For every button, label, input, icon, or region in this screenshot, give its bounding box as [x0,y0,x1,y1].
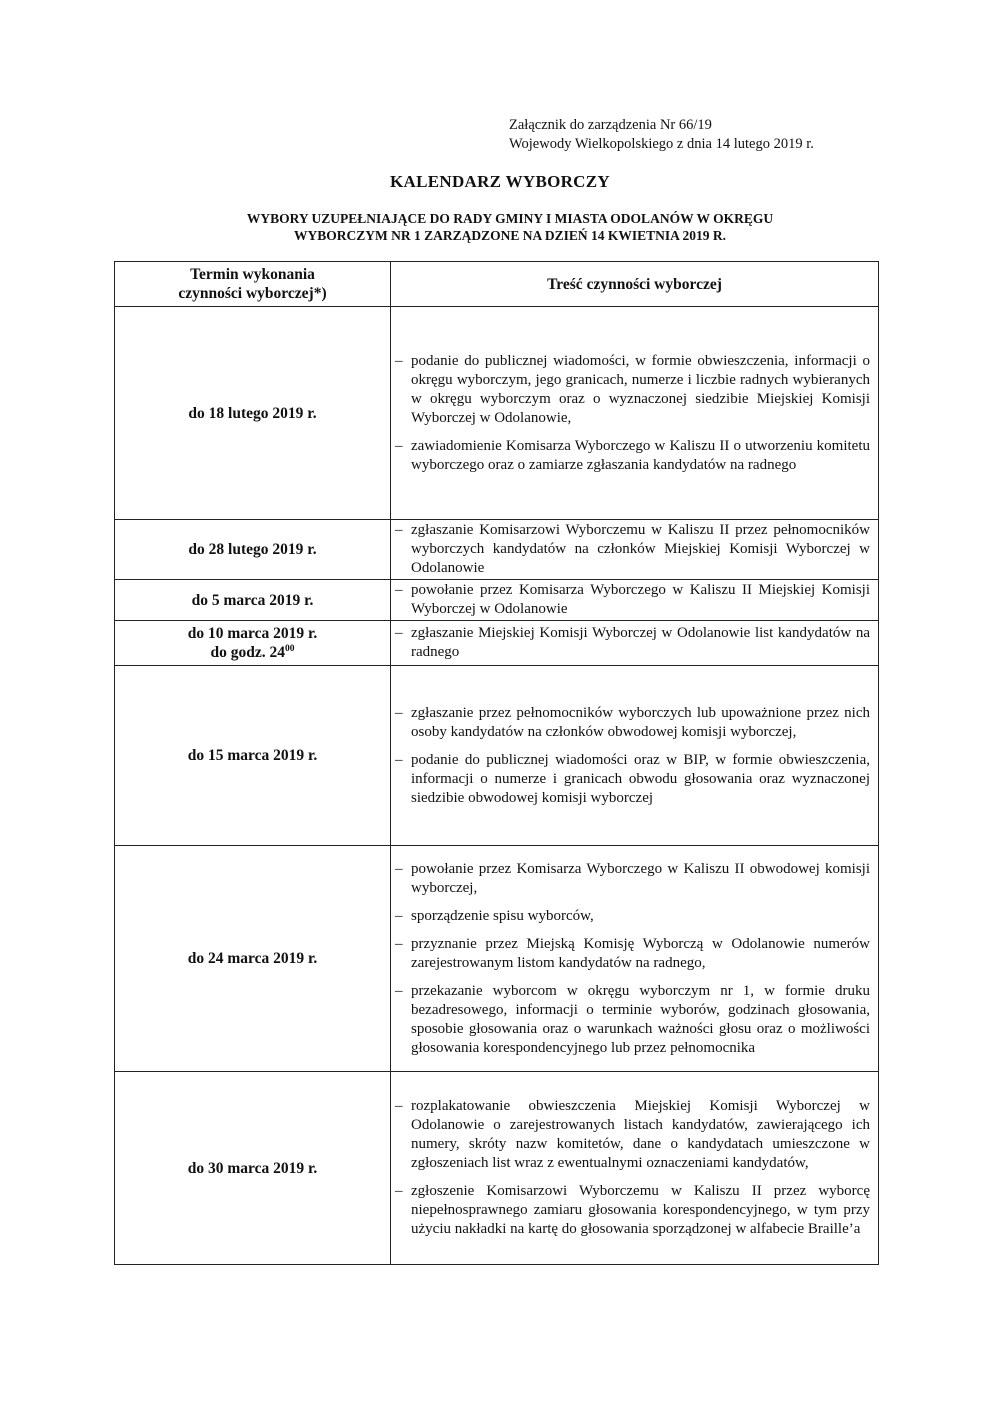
page-title: KALENDARZ WYBORCZY [390,172,610,191]
activities-cell [391,846,879,1072]
dash-bullet: – [395,935,403,952]
activities-cell [391,580,879,621]
annex-line-2: Wojewody Wielkopolskiego z dnia 14 lutego 2019 r. [509,136,814,152]
activities-cell [391,307,879,520]
activity-text: rozplakatowanie obwieszczenia Miejskiej Komisji Wyborczej w Odolanowie o zarejestrowanych listach kandydatów, zawierającego ich numery, skróty nazw komitetów, dane o kandydatach umieszczone w zgłoszeniach list wraz z ewentualnymi oznaczeniami kandydatów, [411,1098,870,1171]
activity-text: przyznanie przez Miejską Komisję Wyborczą w Odolanowie numerów zarejestrowanym listom kandydatów na radnego, [411,935,870,971]
dash-bullet: – [395,582,403,598]
term-time: do godz. 24 [210,644,285,661]
dash-bullet: – [395,1183,403,1199]
table-row [115,621,879,666]
activity-item [395,521,870,578]
dash-bullet: – [395,982,403,999]
activity-text: zawiadomienie Komisarza Wyborczego w Kaliszu II o utworzeniu komitetu wyborczego oraz o zamiarze zgłaszania kandydatów na radnego [411,437,870,473]
activity-item [395,624,870,662]
dash-bullet: – [395,704,403,721]
activity-item [395,751,870,808]
table-row [115,666,879,846]
activity-text: powołanie przez Komisarza Wyborczego w Kaliszu II Miejskiej Komisji Wyborczej w Odolanowie [411,582,870,617]
activity-item [395,1182,870,1239]
annex-line-1: Załącznik do zarządzenia Nr 66/19 [509,117,712,133]
activity-text: sporządzenie spisu wyborców, [411,907,594,924]
dash-bullet: – [395,522,403,538]
term-cell: do 18 lutego 2019 r. [115,307,391,520]
term-cell [115,621,391,666]
activity-item [395,935,870,973]
activity-text: zgłoszenie Komisarzowi Wyborczemu w Kaliszu II przez wyborcę niepełnosprawnego zamiaru głosowania korespondencyjnego, w tym przy użyciu nakładki na kartę do głosowania sporządzonej w alfabecie Braille’a [411,1183,870,1237]
activity-item [395,860,870,898]
dash-bullet: – [395,437,403,454]
subtitle-line-1: WYBORY UZUPEŁNIAJĄCE DO RADY GMINY I MIASTA ODOLANÓW W OKRĘGU [246,211,774,226]
table-row [115,307,879,520]
activities-cell [391,520,879,580]
activity-text: podanie do publicznej wiadomości, w formie obwieszczenia, informacji o okręgu wyborczym, jego granicach, numerze i liczbie radnych wybieranych w okręgu wyborczym oraz o wyznaczonej siedzibie Miejskiej Komisji Wyborczej w Odolanowie, [411,352,870,426]
activity-text: zgłaszanie Komisarzowi Wyborczemu w Kaliszu II przez pełnomocników wyborczych kandydatów na członków Miejskiej Komisji Wyborczej w Odolanowie [411,522,870,576]
activity-text: przekazanie wyborcom w okręgu wyborczym nr 1, w formie druku bezadresowego, informacji o terminie wyborów, godzinach głosowania, sposobie głosowania oraz o warunkach ważności głosu oraz o możliwości głosowania korespondencyjnego lub przez pełnomocnika [411,982,870,1056]
activity-item [395,1097,870,1173]
table-row [115,580,879,621]
activity-text: podanie do publicznej wiadomości oraz w BIP, w formie obwieszczenia, informacji o numerze i granicach obwodu głosowania oraz wyznaczonej siedzibie obwodowej komisji wyborczej [411,751,870,806]
table-row [115,520,879,580]
activity-item [395,581,870,619]
election-calendar-table [114,261,879,1265]
dash-bullet: – [395,860,403,877]
dash-bullet: – [395,1098,403,1114]
column-header-term-line-1: Termin wykonania [190,266,315,283]
activities-cell [391,1072,879,1265]
table-row [115,1072,879,1265]
activity-item [395,907,870,926]
page-subtitle [150,210,870,244]
column-header-term [115,262,391,307]
column-header-content: Treść czynności wyborczej [391,262,879,307]
column-header-term-line-2: czynności wyborczej*) [178,285,327,302]
activity-text: powołanie przez Komisarza Wyborczego w Kaliszu II obwodowej komisji wyborczej, [411,860,870,896]
annex-note [509,116,814,154]
activity-text: zgłaszanie przez pełnomocników wyborczych lub upoważnione przez nich osoby kandydatów na członków obwodowej komisji wyborczej, [411,704,870,740]
activity-text: zgłaszanie Miejskiej Komisji Wyborczej w Odolanowie list kandydatów na radnego [411,625,870,660]
activity-item [395,437,870,475]
subtitle-line-2: WYBORCZYM NR 1 ZARZĄDZONE NA DZIEŃ 14 KWIETNIA 2019 R. [293,228,727,243]
activity-item [395,704,870,742]
term-cell: do 30 marca 2019 r. [115,1072,391,1265]
term-cell: do 5 marca 2019 r. [115,580,391,621]
term-cell: do 28 lutego 2019 r. [115,520,391,580]
dash-bullet: – [395,751,403,768]
dash-bullet: – [395,352,403,369]
activities-cell [391,621,879,666]
activities-cell [391,666,879,846]
term-cell: do 24 marca 2019 r. [115,846,391,1072]
table-header-row [115,262,879,307]
activity-item [395,352,870,428]
term-line-1: do 10 marca 2019 r. [187,625,318,642]
table-row [115,846,879,1072]
term-cell: do 15 marca 2019 r. [115,666,391,846]
activity-item [395,982,870,1058]
dash-bullet: – [395,625,403,641]
dash-bullet: – [395,907,403,924]
term-time-superscript: 00 [285,643,295,654]
term-line-2 [121,643,384,662]
